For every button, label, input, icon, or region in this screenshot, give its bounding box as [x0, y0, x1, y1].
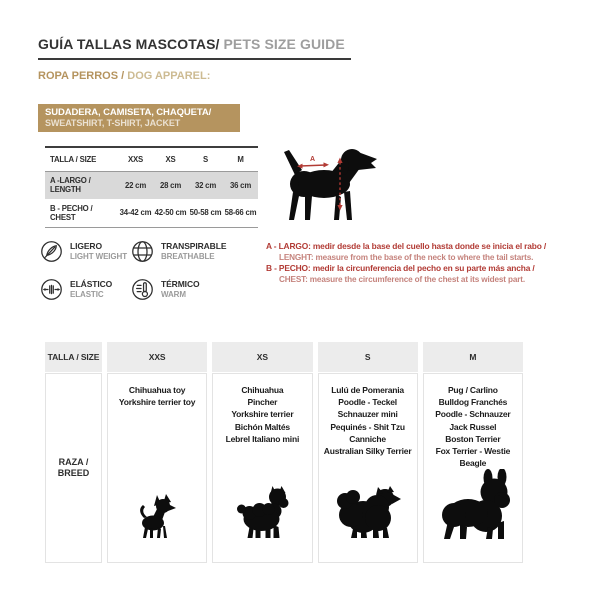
breed-list-s — [319, 374, 417, 457]
size-table-header-xxs: XXS — [127, 154, 143, 164]
breed-item: Bulldog Franchés — [438, 397, 508, 408]
yorkshire-terrier-silhouette — [236, 485, 289, 540]
chest-row-label: B - PECHO / CHEST — [50, 203, 93, 222]
breed-item: Pug / Carlino — [447, 385, 498, 395]
length-s: 32 cm — [194, 180, 217, 190]
chest-xxs: 34-42 cm — [119, 208, 152, 218]
measure-label-a: A — [310, 156, 316, 163]
feature-es: TRANSPIRABLE — [161, 241, 227, 251]
feature-en: BREATHABLE — [161, 251, 215, 261]
breed-item: Chihuahua toy — [128, 385, 186, 395]
size-table-row-length — [45, 171, 258, 199]
length-xxs: 22 cm — [124, 180, 147, 190]
feature-labels — [161, 278, 200, 299]
feature-es: TÉRMICO — [161, 279, 200, 289]
feature-elastic — [40, 278, 112, 301]
chest-xs: 42-50 cm — [154, 208, 187, 218]
breed-item: Jack Russel — [449, 421, 497, 432]
breed-item: Schnauzer mini — [337, 409, 398, 420]
feature-en: ELASTIC — [70, 289, 104, 299]
breed-header-m: M — [423, 342, 523, 372]
breed-item: Lebrel Italiano mini — [225, 433, 300, 444]
breed-header-label: TALLA / SIZE — [45, 342, 102, 372]
feature-es: LIGERO — [70, 241, 102, 251]
page-title-en: PETS SIZE GUIDE — [219, 36, 345, 52]
feature-warm — [131, 278, 200, 301]
breed-list-xs — [213, 374, 311, 445]
size-table-header-row — [45, 147, 258, 171]
feature-es: ELÁSTICO — [70, 279, 113, 289]
breed-list-xxs — [108, 374, 206, 408]
breed-item: Lulú de Pomerania — [331, 385, 404, 395]
feature-breathable — [131, 240, 226, 263]
breed-header-xs: XS — [212, 342, 312, 372]
feature-light-weight — [40, 240, 127, 263]
note-length-es: A - LARGO: medir desde la base del cuello hasta donde se inicia el rabo / — [266, 241, 547, 251]
breed-item: Pincher — [247, 397, 278, 408]
breed-cell-xs — [212, 373, 312, 563]
breed-item: Australian Silky Terrier — [323, 446, 412, 457]
note-length-en: LENGHT: measure from the base of the neck to where the tail starts. — [279, 253, 534, 262]
french-bulldog-silhouette — [436, 469, 510, 540]
feature-labels — [70, 278, 112, 299]
breed-table-header-row — [45, 342, 523, 372]
raza-line1: RAZA / — [58, 457, 89, 467]
breed-item: Poodle - Schnauzer — [435, 409, 511, 420]
size-table-header-m: M — [237, 154, 244, 164]
feature-en: WARM — [161, 289, 186, 299]
breed-header-xxs: XXS — [107, 342, 207, 372]
breed-item: Bichón Maltés — [234, 421, 290, 432]
category-en: SWEATSHIRT, T-SHIRT, JACKET — [45, 118, 181, 128]
feather-icon — [40, 240, 63, 263]
thermometer-icon — [131, 278, 154, 301]
breed-list-m — [424, 374, 522, 469]
category-banner — [38, 104, 240, 132]
chest-s: 50-58 cm — [189, 208, 222, 218]
mesh-globe-icon — [131, 240, 154, 263]
breed-table-body-row — [45, 373, 523, 563]
raza-line2: BREED — [57, 468, 90, 478]
breed-item: Yorkshire terrier — [231, 409, 294, 420]
chihuahua-silhouette — [135, 493, 179, 540]
note-chest-es: B - PECHO: medir la circunferencia del pecho en su parte más ancha / — [266, 263, 535, 273]
breed-cell-m — [423, 373, 523, 563]
breed-item: Fox Terrier - Westie — [435, 446, 511, 457]
breed-item: Beagle — [459, 458, 487, 469]
size-table-row-chest — [45, 199, 258, 227]
size-table — [45, 146, 258, 228]
breed-row-label-cell — [45, 373, 102, 563]
page-title-es: GUÍA TALLAS MASCOTAS/ — [38, 36, 220, 52]
breed-item: Boston Terrier — [445, 433, 501, 444]
section-subtitle — [38, 70, 210, 82]
page-title — [38, 36, 351, 60]
pomeranian-silhouette — [333, 485, 403, 540]
feature-labels — [70, 240, 127, 261]
breed-cell-s — [318, 373, 418, 563]
labrador-silhouette — [284, 149, 377, 220]
measuring-notes — [266, 241, 588, 285]
feature-labels — [161, 240, 226, 261]
size-table-header-xs: XS — [165, 154, 176, 164]
breed-table — [45, 342, 523, 563]
size-table-header-s: S — [202, 154, 208, 164]
category-es: SUDADERA, CAMISETA, CHAQUETA/ — [45, 107, 212, 118]
breed-item: Canniche — [349, 433, 386, 444]
breed-header-s: S — [318, 342, 418, 372]
length-xs: 28 cm — [159, 180, 182, 190]
breed-item: Pequinés - Shit Tzu — [330, 421, 405, 432]
feature-en: LIGHT WEIGHT — [70, 251, 128, 261]
breed-item: Poodle - Teckel — [338, 397, 397, 408]
subtitle-en: DOG APPAREL: — [127, 70, 211, 82]
note-chest-en: CHEST: measure the circumference of the chest at its widest part. — [279, 275, 525, 284]
length-row-label: A -LARGO / LENGTH — [50, 176, 91, 195]
breed-cell-xxs — [107, 373, 207, 563]
breed-item: Yorkshire terrier toy — [118, 397, 196, 408]
chest-m: 58-66 cm — [224, 208, 257, 218]
size-table-header-label: TALLA / SIZE — [50, 154, 97, 164]
subtitle-es: ROPA PERROS / — [38, 70, 128, 82]
labrador-measure-diagram — [280, 144, 385, 228]
length-m: 36 cm — [229, 180, 252, 190]
stretch-arrows-icon — [40, 278, 63, 301]
breed-item: Chihuahua — [241, 385, 284, 395]
